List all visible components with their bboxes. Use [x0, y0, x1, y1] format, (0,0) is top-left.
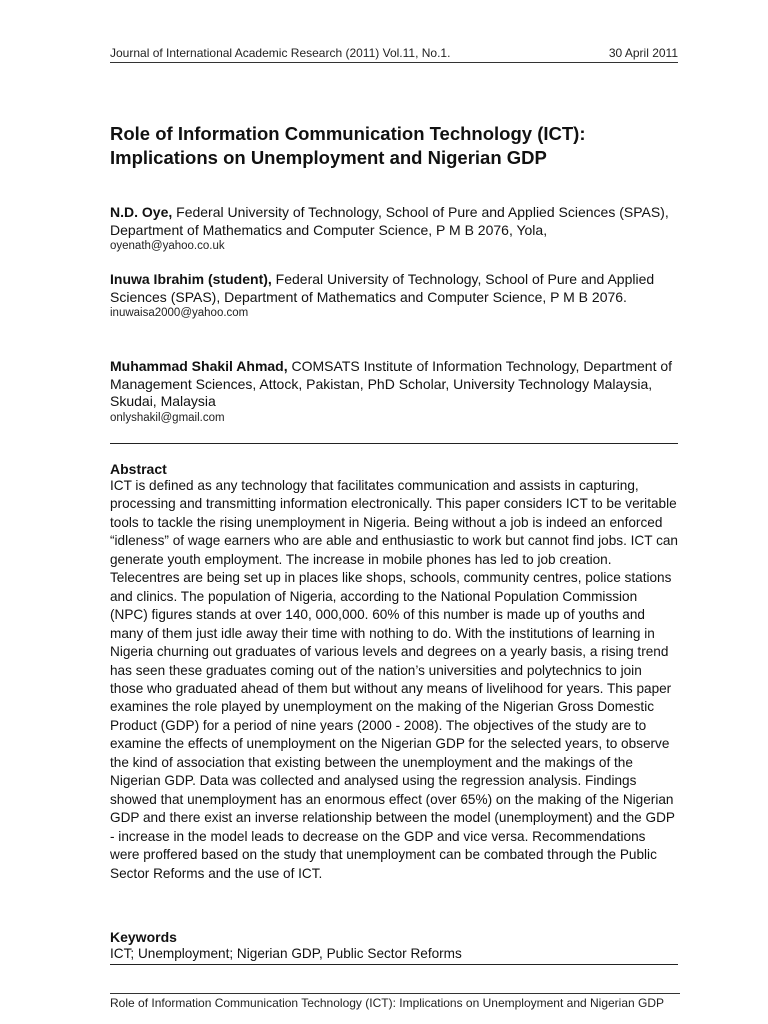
abstract-heading: Abstract	[110, 461, 167, 477]
running-header	[110, 46, 678, 63]
keywords-text: ICT; Unemployment; Nigerian GDP, Public Sector Reforms	[110, 946, 462, 961]
title-line-1: Role of Information Communication Technology (ICT):	[110, 123, 586, 144]
author-affiliation: COMSATS Institute of Information Technology, Department of Management Sciences, Attock, Pakistan, PhD Scholar, University Technology Malaysia, Skudai, Malaysia	[110, 358, 673, 409]
journal-citation: Journal of International Academic Research (2011) Vol.11, No.1.	[110, 46, 451, 60]
author-block-3	[110, 358, 680, 426]
running-footer: Role of Information Communication Technology (ICT): Implications on Unemployment and Nigerian GDP	[110, 993, 680, 1010]
section-divider	[110, 964, 678, 965]
author-email[interactable]: oyenath@yahoo.co.uk	[110, 240, 225, 252]
author-name: N.D. Oye,	[110, 204, 173, 220]
abstract-text: ICT is defined as any technology that facilitates communication and assists in capturing, processing and transmitting information electronically. This paper considers ICT to be veritable tools to tackle the rising unemployment in Nigeria. Being without a job is indeed an enforced “idleness” of wage earners who are able and enthusiastic to work but cannot find jobs. ICT can generate youth employment. The increase in mobile phones has led to job creation. Telecentres are being set up in places like shops, schools, community centres, police stations and clinics. The population of Nigeria, according to the National Population Commission (NPC) figures stands at over 140, 000,000. 60% of this number is made up of youths and many of them just idle away their time with nothing to do. With the institutions of learning in Nigeria churning out graduates of various levels and degrees on a yearly basis, a rising trend has seen these graduates coming out of the nation’s universities and polytechnics to join those who graduated ahead of them but without any means of livelihood for years. This paper examines the role played by unemployment on the making of the Nigerian Gross Domestic Product (GDP) for a period of nine years (2000 - 2008). The objectives of the study are to examine the effects of unemployment on the Nigerian GDP for the selected years, to observe the kind of association that existing between the unemployment and the makings of the Nigerian GDP. Data was collected and analysed using the regression analysis. Findings showed that unemployment has an enormous effect (over 65%) on the making of the Nigerian GDP and there exist an inverse relationship between the model (unemployment) and the GDP - increase in the model leads to decrease on the GDP and vice versa. Recommendations were proffered based on the study that unemployment can be combated through the Public Sector Reforms and the use of ICT.	[110, 478, 678, 881]
title-line-2: Implications on Unemployment and Nigerian GDP	[110, 147, 547, 168]
publication-date: 30 April 2011	[608, 46, 678, 60]
author-block-2	[110, 271, 680, 321]
author-email[interactable]: onlyshakil@gmail.com	[110, 411, 225, 424]
author-name: Inuwa Ibrahim (student),	[110, 271, 272, 287]
author-block-1	[110, 204, 680, 254]
author-affiliation: Federal University of Technology, School of Pure and Applied Sciences (SPAS), Department of Mathematics and Computer Science, P M B 2076, Yola,	[110, 204, 669, 238]
author-name: Muhammad Shakil Ahmad,	[110, 358, 288, 374]
keywords-heading: Keywords	[110, 929, 177, 945]
section-divider	[110, 443, 678, 444]
author-affiliation: Federal University of Technology, School of Pure and Applied Sciences (SPAS), Department of Mathematics and Computer Science, P M B 2076.	[110, 271, 655, 305]
author-email[interactable]: inuwaisa2000@yahoo.com	[110, 307, 249, 319]
paper-title	[110, 122, 670, 170]
